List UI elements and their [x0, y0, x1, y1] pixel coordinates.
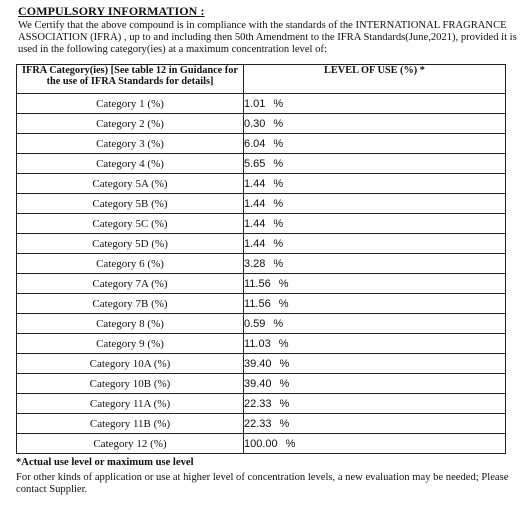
level-cell — [244, 94, 506, 114]
level-value: 5.65 — [244, 157, 266, 170]
level-cell — [244, 194, 506, 214]
category-cell: Category 10B (%) — [17, 374, 244, 394]
level-cell — [244, 174, 506, 194]
percent-sign: % — [278, 277, 289, 290]
table-row — [17, 354, 506, 374]
percent-sign: % — [273, 197, 284, 210]
section-heading: COMPULSORY INFORMATION : — [18, 4, 205, 18]
level-cell — [244, 214, 506, 234]
category-cell: Category 2 (%) — [17, 114, 244, 134]
level-cell — [244, 314, 506, 334]
category-cell: Category 5C (%) — [17, 214, 244, 234]
category-cell: Category 3 (%) — [17, 134, 244, 154]
level-value: 11.56 — [244, 277, 271, 290]
percent-sign: % — [279, 357, 290, 370]
category-cell: Category 7A (%) — [17, 274, 244, 294]
level-cell — [244, 234, 506, 254]
table-row — [17, 414, 506, 434]
level-cell — [244, 294, 506, 314]
level-value: 11.56 — [244, 297, 271, 310]
category-cell: Category 7B (%) — [17, 294, 244, 314]
level-value: 22.33 — [244, 417, 272, 430]
level-value: 39.40 — [244, 377, 272, 390]
level-value: 22.33 — [244, 397, 272, 410]
table-row — [17, 154, 506, 174]
table-row — [17, 94, 506, 114]
table-header-row — [17, 65, 506, 94]
table-row — [17, 334, 506, 354]
category-cell: Category 1 (%) — [17, 94, 244, 114]
table-row — [17, 174, 506, 194]
category-cell: Category 5A (%) — [17, 174, 244, 194]
category-cell: Category 5D (%) — [17, 234, 244, 254]
level-cell — [244, 114, 506, 134]
level-value: 1.44 — [244, 177, 266, 190]
percent-sign: % — [273, 157, 284, 170]
percent-sign: % — [273, 217, 284, 230]
percent-sign: % — [273, 317, 284, 330]
footnote: *Actual use level or maximum use level — [16, 457, 194, 468]
table-row — [17, 374, 506, 394]
percent-sign: % — [278, 337, 289, 350]
table-row — [17, 194, 506, 214]
table-row — [17, 114, 506, 134]
percent-sign: % — [279, 377, 290, 390]
table-row — [17, 214, 506, 234]
percent-sign: % — [285, 437, 296, 450]
category-cell: Category 11B (%) — [17, 414, 244, 434]
percent-sign: % — [278, 297, 289, 310]
level-cell — [244, 434, 506, 454]
level-cell — [244, 334, 506, 354]
level-value: 1.01 — [244, 97, 266, 110]
table-row — [17, 134, 506, 154]
level-value: 1.44 — [244, 217, 266, 230]
category-cell: Category 6 (%) — [17, 254, 244, 274]
category-cell: Category 12 (%) — [17, 434, 244, 454]
header-level-of-use: LEVEL OF USE (%) * — [244, 65, 506, 94]
category-cell: Category 11A (%) — [17, 394, 244, 414]
level-cell — [244, 154, 506, 174]
table-row — [17, 254, 506, 274]
table-body — [17, 94, 506, 454]
percent-sign: % — [273, 257, 284, 270]
level-cell — [244, 414, 506, 434]
category-cell: Category 9 (%) — [17, 334, 244, 354]
level-value: 0.59 — [244, 317, 266, 330]
percent-sign: % — [279, 417, 290, 430]
percent-sign: % — [273, 97, 284, 110]
level-cell — [244, 254, 506, 274]
header-category: IFRA Category(ies) [See table 12 in Guidance for the use of IFRA Standards for details] — [17, 65, 244, 94]
level-value: 0.30 — [244, 117, 266, 130]
percent-sign: % — [273, 177, 284, 190]
level-value: 3.28 — [244, 257, 266, 270]
category-cell: Category 5B (%) — [17, 194, 244, 214]
percent-sign: % — [279, 397, 290, 410]
table-row — [17, 394, 506, 414]
ifra-category-table — [16, 64, 506, 454]
level-cell — [244, 394, 506, 414]
percent-sign: % — [273, 137, 284, 150]
category-cell: Category 4 (%) — [17, 154, 244, 174]
level-cell — [244, 374, 506, 394]
table-row — [17, 294, 506, 314]
level-cell — [244, 354, 506, 374]
level-value: 39.40 — [244, 357, 272, 370]
level-value: 11.03 — [244, 337, 271, 350]
category-cell: Category 8 (%) — [17, 314, 244, 334]
table-row — [17, 274, 506, 294]
category-cell: Category 10A (%) — [17, 354, 244, 374]
level-value: 1.44 — [244, 237, 266, 250]
table-row — [17, 234, 506, 254]
table-row — [17, 314, 506, 334]
level-value: 1.44 — [244, 197, 266, 210]
level-value: 100.00 — [244, 437, 278, 450]
percent-sign: % — [273, 237, 284, 250]
footer-text: For other kinds of application or use at higher level of concentration levels, a new evaluation may be needed; Please contact Supplier. — [16, 472, 509, 495]
level-value: 6.04 — [244, 137, 266, 150]
level-cell — [244, 134, 506, 154]
percent-sign: % — [273, 117, 284, 130]
compliance-statement: We Certify that the above compound is in compliance with the standards of the INTERNATIONAL FRAGRANCE ASSOCIATION (IFRA) , up to and including then 50th Amendment to the IFRA Standards(June,2021), provided it is used in the following category(ies) at a maximum concentration level of: — [18, 20, 517, 55]
table-row — [17, 434, 506, 454]
level-cell — [244, 274, 506, 294]
